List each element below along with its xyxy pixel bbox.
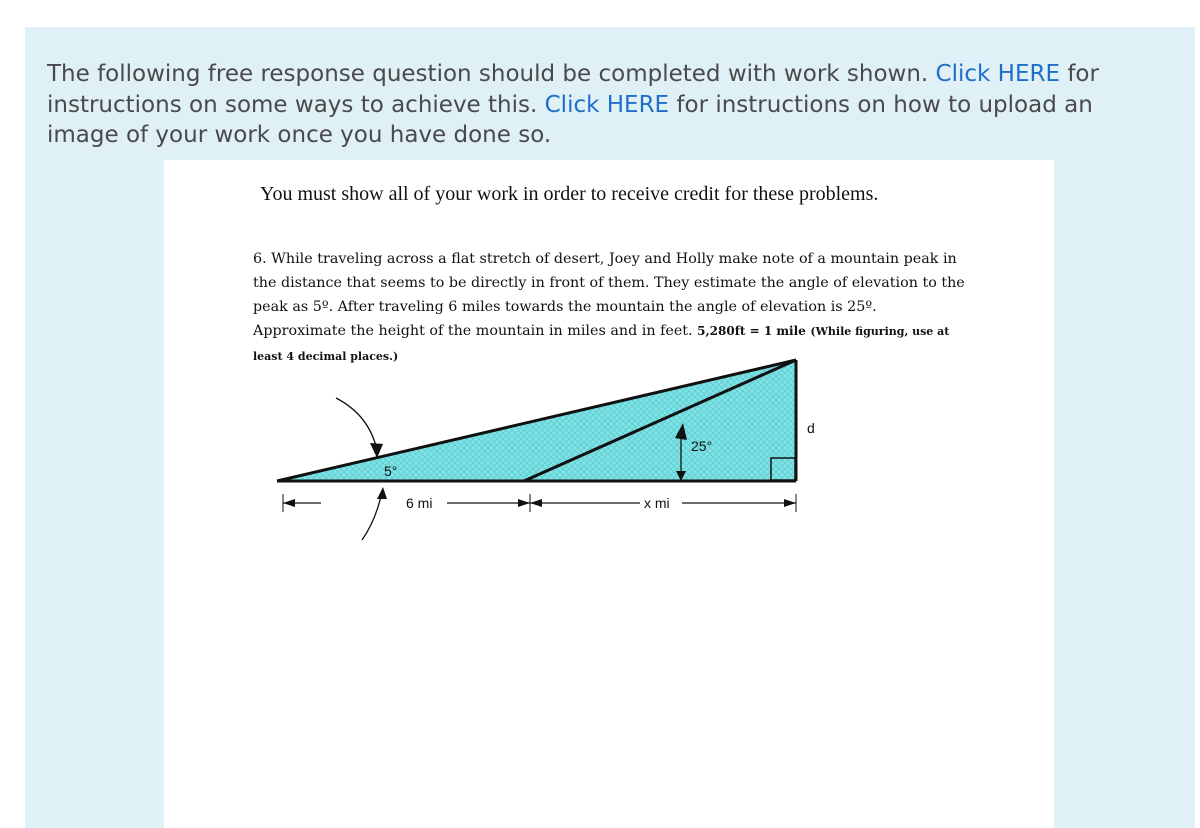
triangle-diagram (164, 160, 1054, 828)
intro-text (47, 59, 1167, 151)
dim-6mi-arrow-left (283, 499, 295, 507)
upload-instructions-link[interactable]: Click HERE (544, 91, 670, 118)
question-panel (25, 27, 1195, 828)
height-label-d: d (807, 420, 815, 436)
dist-xmi-label: x mi (644, 495, 670, 511)
angle-5-arrow-top (336, 398, 377, 450)
intro-text-part2: for instructions on some ways to achieve this. (47, 61, 1099, 118)
angle-5-arrowhead-bottom (377, 487, 387, 499)
angle-5-label: 5° (384, 463, 398, 479)
question-main-text: 6. While traveling across a flat stretch of desert, Joey and Holly make note of a mountain peak in the distance that seems to be directly in front of them. They estimate the angle of elevation to the peak as 5º. After traveling 6 miles towards the mountain the angle of elevation is 25º. Approximate the height of the mountain in miles and in feet. (253, 251, 965, 339)
angle-5-arrow-bottom (362, 492, 382, 540)
angle-25-label: 25° (691, 438, 713, 454)
instructions-link[interactable]: Click HERE (935, 61, 1061, 87)
decimal-note: (While figuring, use at least 4 decimal places.) (253, 325, 950, 363)
intro-text-part3: for instructions on how to upload an image of your work once you have done so. (47, 91, 1093, 148)
work-instruction: You must show all of your work in order to receive credit for these problems. (260, 183, 879, 205)
question-image (164, 160, 1054, 828)
dim-xmi-arrow-right (784, 499, 796, 507)
dim-6mi-arrow-right (518, 499, 530, 507)
dist-6mi-label: 6 mi (406, 495, 433, 511)
conversion-text: 5,280ft = 1 mile (697, 324, 806, 338)
intro-text-part1: The following free response question should be completed with work shown. (47, 61, 936, 87)
